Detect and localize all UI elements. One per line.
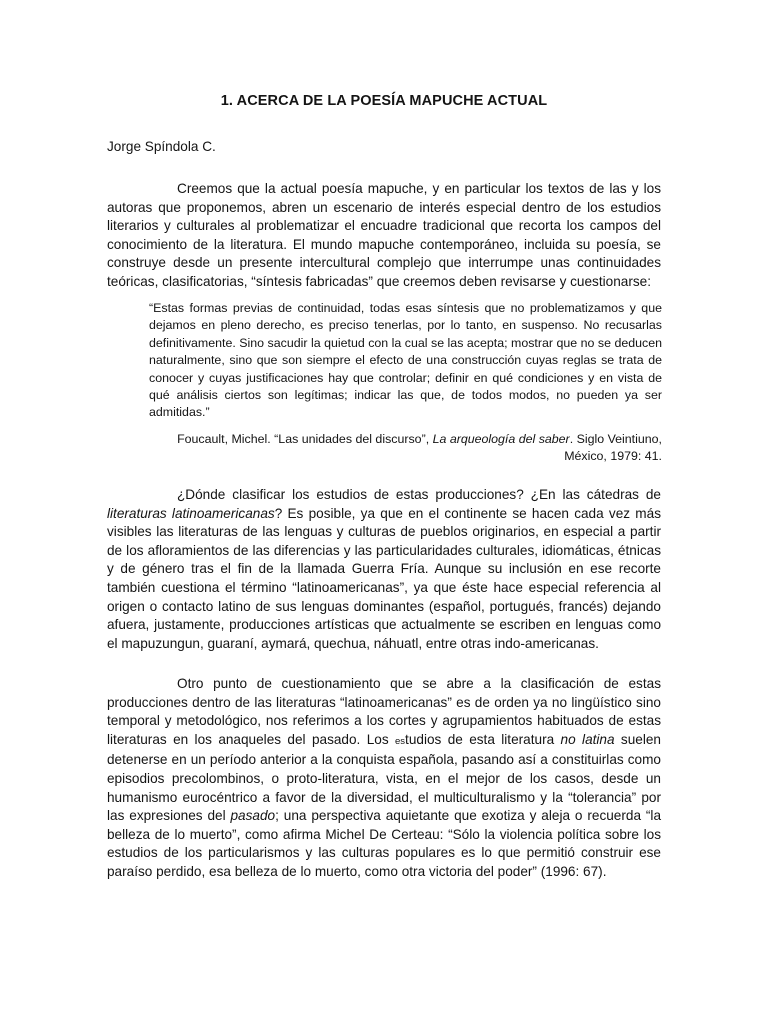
citation-author: Foucault, Michel. “Las unidades del discurso”,	[177, 432, 433, 446]
paragraph-intro	[107, 180, 661, 292]
paragraph-small-text: es	[395, 735, 406, 747]
quote-citation	[149, 431, 662, 466]
paragraph-italic: no latina	[560, 731, 615, 747]
paragraph-italic: literaturas latinoamericanas	[107, 505, 275, 521]
paragraph-classification	[107, 486, 661, 653]
paragraph-questioning	[107, 675, 661, 882]
citation-publisher: . Siglo Veintiuno, México, 1979: 41.	[564, 432, 662, 464]
paragraph-text: Otro punto de cuestionamiento que se abre a la clasificación de estas producciones dentro de las literaturas “latinoamericanas” es de orden ya no lingüístico sino temporal y metodológico, nos referimos a los cortes y agrupamientos habituados de estas literaturas en los anaqueles del pasado. Los	[107, 676, 661, 747]
paragraph-text: suelen detenerse en un período anterior a la conquista española, pasando así a constituirlas como episodios precolombinos, o proto-literatura, vista, en el mejor de los casos, desde un humanismo eurocéntrico a favor de la diversidad, el multiculturalismo y la “tolerancia” por las expresiones del	[107, 731, 661, 824]
page-title: 1. ACERCA DE LA POESÍA MAPUCHE ACTUAL	[220, 93, 548, 109]
paragraph-intro-text: Creemos que la actual poesía mapuche, y en particular los textos de las y los autoras que proponemos, abren un escenario de interés especial dentro de los estudios literarios y culturales al problematizar el encuadre tradicional que recorta los campos del conocimiento de la literatura. El mundo mapuche contemporáneo, incluida su poesía, se construye desde un presente intercultural complejo que interrumpe unas continuidades teóricas, clasificatorias, “síntesis fabricadas” que creemos deben revisarse y cuestionarse:	[107, 181, 661, 289]
paragraph-italic: pasado	[230, 808, 276, 824]
citation-book-title: La arqueología del saber	[432, 432, 570, 446]
block-quote: “Estas formas previas de continuidad, todas esas síntesis que no problematizamos y que dejamos en pleno derecho, es preciso tenerlas, por lo tanto, en suspenso. No recusarlas definitivamente. Sino sacudir la quietud con la cual se las acepta; mostrar que no se deducen naturalmente, sino que son siempre el efecto de una construcción cuyas reglas se trata de conocer y cuyas justificaciones hay que controlar; definir en qué condiciones y en vista de qué análisis ciertos son legítimas; indicar las que, de todos modos, no pueden ya ser admitidas.”	[149, 301, 662, 420]
paragraph-text: ¿Dónde clasificar los estudios de estas producciones? ¿En las cátedras de	[177, 487, 661, 502]
author-name: Jorge Spíndola C.	[107, 139, 216, 154]
paragraph-text: ? Es posible, ya que en el continente se hacen cada vez más visibles las literaturas de las lenguas y culturas de pueblos originarios, en especial a partir de los afloramientos de las diferencias y las particularidades culturales, idiomáticas, étnicas y de género tras el fin de la llamada Guerra Fría. Aunque su inclusión en ese recorte también cuestiona el término “latinoamericanas”, ya que éste hace especial referencia al origen o contacto latino de sus lenguas dominantes (español, portugués, francés) dejando afuera, justamente, producciones artísticas que actualmente se escriben en lenguas como el mapuzungun, guaraní, aymará, quechua, náhuatl, entre otras indo-americanas.	[107, 505, 661, 651]
paragraph-text: ; una perspectiva aquietante que exotiza y aleja o recuerda “la belleza de lo muerto”, como afirma Michel De Certeau: “Sólo la violencia política sobre los estudios de los particularismos y las culturas populares es lo que permitió construir ese paraíso perdido, esa belleza de lo muerto, como otra victoria del poder” (1996: 67).	[107, 808, 661, 879]
paragraph-text: tudios de esta literatura	[405, 731, 561, 747]
